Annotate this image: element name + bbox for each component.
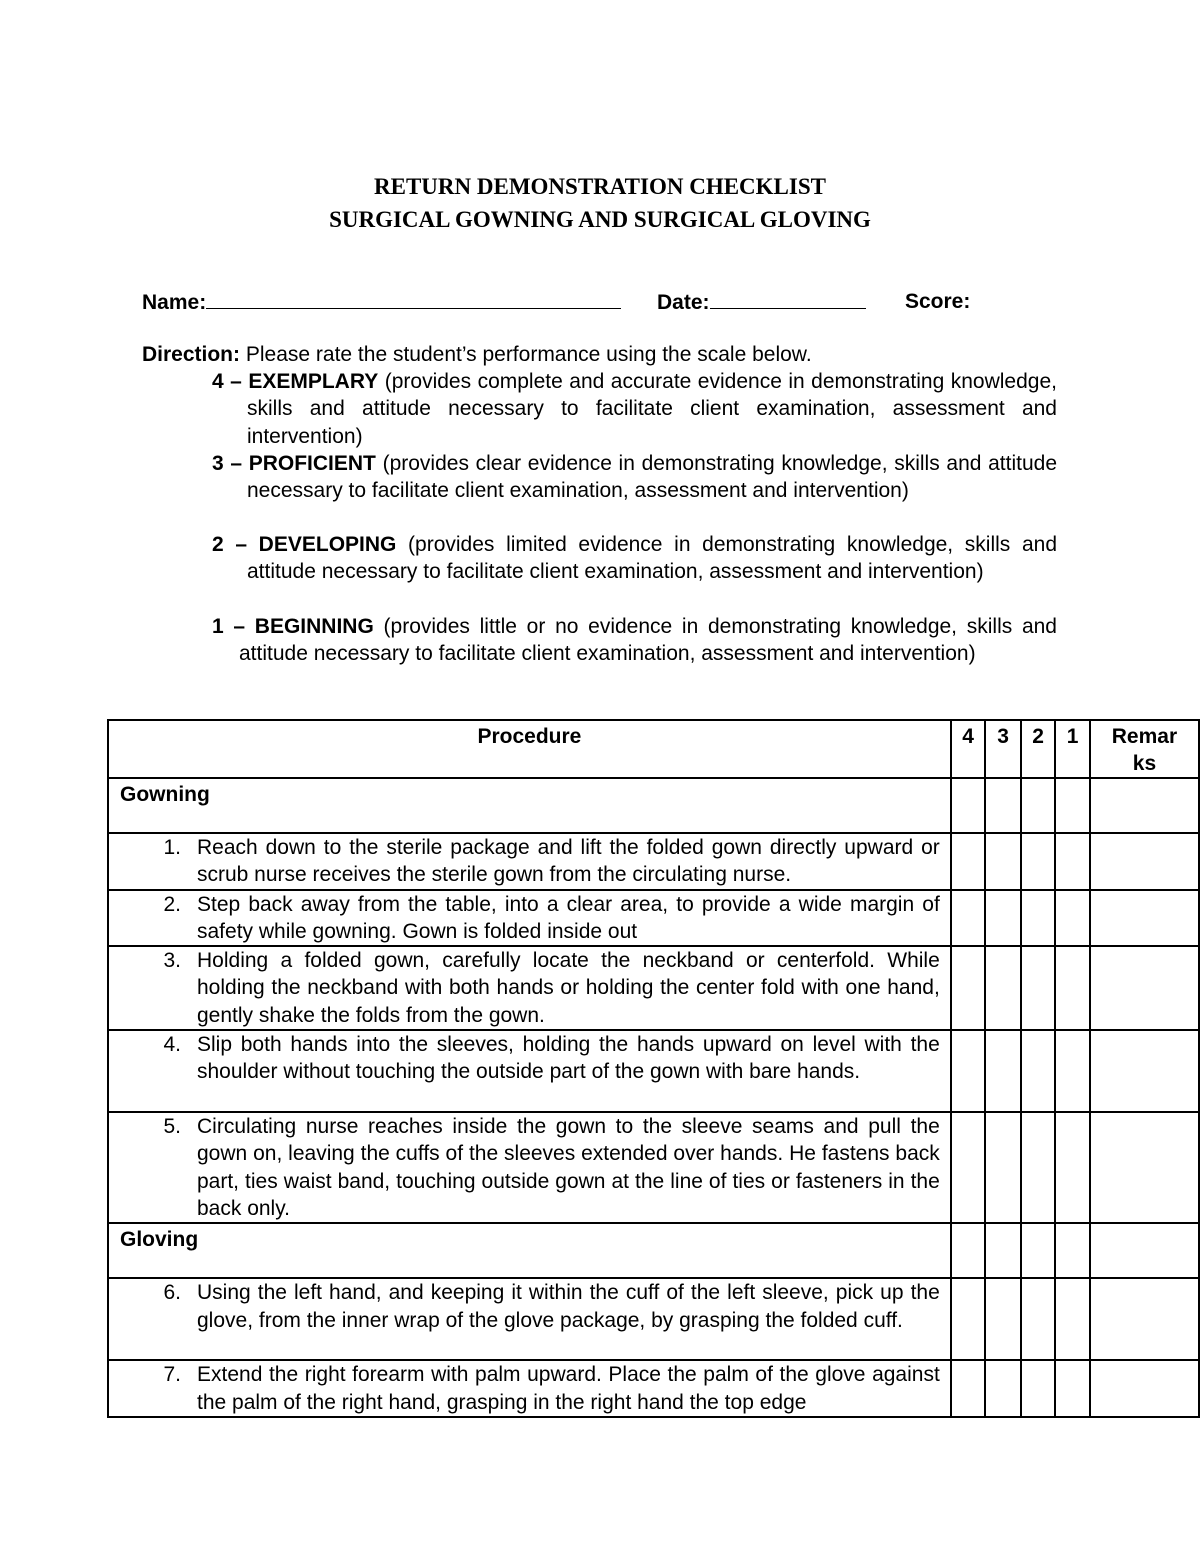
rating-1-cell[interactable] [1055,833,1090,890]
table-row [108,1030,1199,1112]
section-row-gloving [108,1223,1199,1278]
rating-3-cell[interactable] [985,1278,1021,1360]
scale-item-4 [212,368,1057,450]
procedure-header: Procedure [108,720,951,778]
rating-1-cell[interactable] [1055,1223,1090,1278]
remarks-cell[interactable] [1090,1030,1199,1112]
rating-4-cell[interactable] [951,1223,986,1278]
rating-3-cell[interactable] [985,890,1021,947]
rating-4-header: 4 [951,720,986,778]
rating-1-cell[interactable] [1055,1030,1090,1112]
rating-1-header: 1 [1055,720,1090,778]
scale-description: (provides limited evidence in demonstrating knowledge, skills and attitude necessary to facilitate client examination, assessment and intervention) [247,533,1057,584]
rating-1-cell[interactable] [1055,778,1090,833]
rating-2-cell[interactable] [1021,1112,1056,1223]
section-row-gowning [108,778,1199,833]
section-title: Gloving [108,1223,951,1278]
scale-level: 3 – PROFICIENT [212,452,376,475]
name-blank[interactable] [206,287,621,309]
procedure-step: 1. Reach down to the sterile package and lift the folded gown directly upward or scrub nurse receives the sterile gown from the circulating nurse. [108,833,951,890]
scale-level: 1 – BEGINNING [212,615,374,638]
rating-3-header: 3 [985,720,1021,778]
scale-description: (provides little or no evidence in demonstrating knowledge, skills and attitude necessary to facilitate client examination, assessment and intervention) [239,615,1057,666]
scale-level: 2 – DEVELOPING [212,533,397,556]
remarks-cell[interactable] [1090,1223,1199,1278]
rating-1-cell[interactable] [1055,1278,1090,1360]
rating-4-cell[interactable] [951,1360,986,1417]
scale-item-1 [212,613,1057,668]
rating-2-cell[interactable] [1021,1223,1056,1278]
direction-text: Please rate the student’s performance using the scale below. [245,343,812,366]
name-field [142,287,621,318]
scale-item-2 [212,531,1057,586]
procedure-step: 3. Holding a folded gown, carefully locate the neckband or centerfold. While holding the neckband with both hands or holding the center fold with one hand, gently shake the folds from the gown. [108,946,951,1030]
table-row [108,1112,1199,1223]
document-subtitle: SURGICAL GOWNING AND SURGICAL GLOVING [329,207,871,232]
score-field [905,287,970,317]
rating-3-cell[interactable] [985,1030,1021,1112]
rating-4-cell[interactable] [951,890,986,947]
rating-3-cell[interactable] [985,1360,1021,1417]
direction-label: Direction: [142,343,241,366]
rating-2-cell[interactable] [1021,946,1056,1030]
rating-4-cell[interactable] [951,1112,986,1223]
scale-level: 4 – EXEMPLARY [212,370,379,393]
procedure-step: 6. Using the left hand, and keeping it within the cuff of the left sleeve, pick up the glove, from the inner wrap of the glove package, by grasping the folded cuff. [108,1278,951,1360]
remarks-cell[interactable] [1090,1278,1199,1360]
table-row [108,833,1199,890]
rating-2-cell[interactable] [1021,778,1056,833]
rating-2-header: 2 [1021,720,1056,778]
scale-description: (provides complete and accurate evidence in demonstrating knowledge, skills and attitude necessary to facilitate client examination, assessment and intervention) [247,370,1057,448]
remarks-cell[interactable] [1090,890,1199,947]
rating-2-cell[interactable] [1021,833,1056,890]
rating-1-cell[interactable] [1055,890,1090,947]
rating-1-cell[interactable] [1055,1112,1090,1223]
date-label: Date: [657,291,710,314]
name-label: Name: [142,291,207,314]
scale-item-3 [212,450,1057,505]
procedure-step: 7. Extend the right forearm with palm upward. Place the palm of the glove against the palm of the right hand, grasping in the right hand the top edge [108,1360,951,1417]
scale-description: (provides clear evidence in demonstrating knowledge, skills and attitude necessary to facilitate client examination, assessment and intervention) [247,452,1057,503]
rating-3-cell[interactable] [985,1223,1021,1278]
table-row [108,1360,1199,1417]
remarks-cell[interactable] [1090,1360,1199,1417]
rating-2-cell[interactable] [1021,1360,1056,1417]
rating-4-cell[interactable] [951,1030,986,1112]
section-title: Gowning [108,778,951,833]
document-title: RETURN DEMONSTRATION CHECKLIST [374,174,826,199]
rating-4-cell[interactable] [951,833,986,890]
rating-1-cell[interactable] [1055,1360,1090,1417]
rating-4-cell[interactable] [951,946,986,1030]
direction [142,341,1062,368]
rating-2-cell[interactable] [1021,1030,1056,1112]
rating-1-cell[interactable] [1055,946,1090,1030]
table-row [108,1278,1199,1360]
procedure-step: 4. Slip both hands into the sleeves, holding the hands upward on level with the shoulder without touching the outside part of the gown with bare hands. [108,1030,951,1112]
rating-4-cell[interactable] [951,778,986,833]
rating-3-cell[interactable] [985,1112,1021,1223]
score-label: Score: [905,290,971,313]
remarks-cell[interactable] [1090,833,1199,890]
date-field [657,287,866,318]
checklist-table [107,719,1200,1418]
remarks-cell[interactable] [1090,1112,1199,1223]
rating-3-cell[interactable] [985,946,1021,1030]
remarks-cell[interactable] [1090,946,1199,1030]
header-row [108,720,1199,778]
rating-3-cell[interactable] [985,778,1021,833]
table-row [108,946,1199,1030]
rating-4-cell[interactable] [951,1278,986,1360]
procedure-step: 5. Circulating nurse reaches inside the gown to the sleeve seams and pull the gown on, leaving the cuffs of the sleeves extended over hands. He fastens back part, ties waist band, touching outside gown at the line of ties or fasteners in the back only. [108,1112,951,1223]
procedure-step: 2. Step back away from the table, into a clear area, to provide a wide margin of safety while gowning. Gown is folded inside out [108,890,951,947]
rating-2-cell[interactable] [1021,890,1056,947]
remarks-header: Remar ks [1090,720,1199,778]
remarks-cell[interactable] [1090,778,1199,833]
rating-3-cell[interactable] [985,833,1021,890]
date-blank[interactable] [710,287,866,309]
rating-2-cell[interactable] [1021,1278,1056,1360]
table-row [108,890,1199,947]
